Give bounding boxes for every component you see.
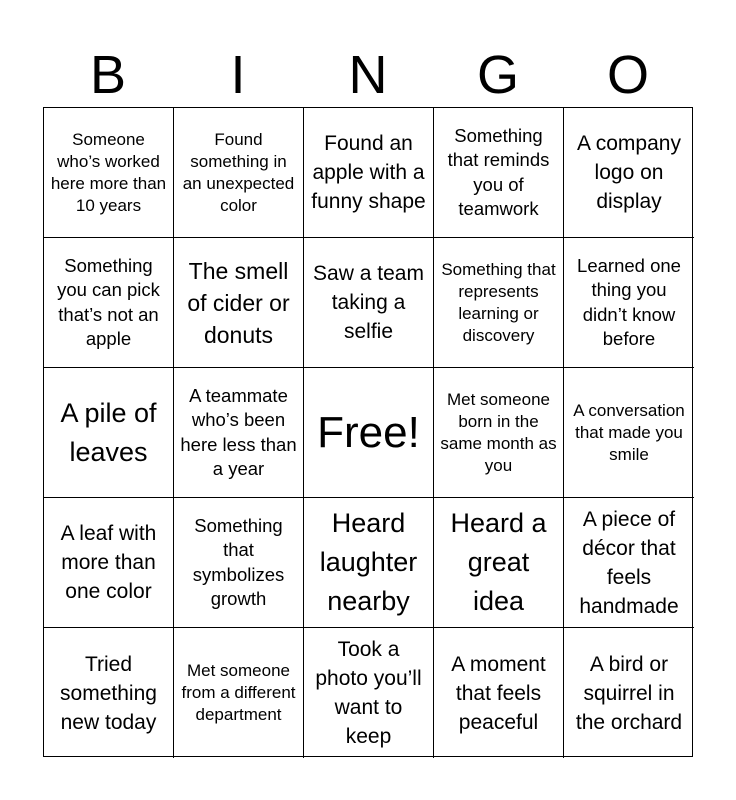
bingo-cell[interactable]	[434, 368, 564, 498]
bingo-cell[interactable]	[174, 628, 304, 758]
bingo-cell-text: Learned one thing you didn’t know before	[577, 254, 681, 349]
bingo-cell[interactable]	[434, 108, 564, 238]
bingo-cell[interactable]	[564, 498, 694, 628]
bingo-cell-text: Saw a team taking a selfie	[313, 262, 424, 343]
bingo-cell[interactable]	[44, 108, 174, 238]
bingo-cell-text: A teammate who’s been here less than a year	[180, 384, 297, 479]
bingo-cell-text: Someone who’s worked here more than 10 years	[50, 129, 167, 215]
bingo-cell[interactable]	[44, 498, 174, 628]
bingo-cell-text: A bird or squirrel in the orchard	[575, 652, 683, 734]
bingo-cell-text: Heard a great idea	[450, 508, 547, 616]
bingo-cell-text: A conversation that made you smile	[573, 400, 685, 464]
bingo-cell[interactable]	[174, 238, 304, 368]
bingo-cell-text: A pile of leaves	[60, 397, 157, 467]
bingo-cell[interactable]	[434, 498, 564, 628]
bingo-cell[interactable]	[564, 238, 694, 368]
bingo-cell-text: Took a photo you’ll want to keep	[315, 638, 422, 748]
header-letter-o: O	[606, 45, 649, 105]
header-letter-g: G	[476, 45, 519, 105]
bingo-cell[interactable]	[304, 238, 434, 368]
header-letter-n: N	[348, 45, 388, 105]
bingo-cell-text: Something that represents learning or discovery	[441, 259, 556, 345]
bingo-cell[interactable]	[564, 368, 694, 498]
bingo-cell[interactable]	[304, 498, 434, 628]
bingo-cell[interactable]	[564, 108, 694, 238]
bingo-cell-text: Met someone born in the same month as you	[440, 389, 557, 475]
bingo-cell-text: Something that reminds you of teamwork	[447, 124, 550, 219]
bingo-cell[interactable]	[434, 238, 564, 368]
bingo-cell[interactable]	[304, 628, 434, 758]
bingo-cell-text: A company logo on display	[577, 132, 681, 213]
bingo-cell[interactable]	[434, 628, 564, 758]
bingo-cell-text: Met someone from a different department	[181, 661, 296, 724]
bingo-cell[interactable]	[564, 628, 694, 758]
bingo-cell-text: A piece of décor that feels handmade	[579, 507, 679, 618]
bingo-cell[interactable]	[44, 368, 174, 498]
header-letter-i: I	[230, 45, 246, 105]
bingo-cell-text: Found something in an unexpected color	[182, 129, 295, 215]
bingo-cell[interactable]	[44, 238, 174, 368]
bingo-cell[interactable]	[174, 368, 304, 498]
bingo-cell[interactable]	[304, 108, 434, 238]
bingo-cell-text: Something that symbolizes growth	[192, 514, 285, 609]
bingo-cell-text: Tried something new today	[60, 652, 157, 734]
bingo-cell[interactable]	[174, 498, 304, 628]
free-space-text: Free!	[317, 407, 420, 457]
bingo-cell[interactable]	[44, 628, 174, 758]
bingo-cell-text: Found an apple with a funny shape	[311, 132, 426, 213]
bingo-card-grid	[43, 107, 693, 757]
header-letter-b: B	[89, 45, 127, 105]
bingo-header	[43, 42, 693, 108]
bingo-cell-text: Something you can pick that’s not an apple	[57, 254, 160, 349]
bingo-cell-text: The smell of cider or donuts	[187, 257, 290, 348]
bingo-free-space[interactable]	[304, 368, 434, 498]
bingo-cell-text: A leaf with more than one color	[60, 522, 157, 603]
bingo-cell-text: A moment that feels peaceful	[451, 652, 546, 734]
bingo-cell[interactable]	[174, 108, 304, 238]
bingo-cell-text: Heard laughter nearby	[319, 508, 418, 616]
